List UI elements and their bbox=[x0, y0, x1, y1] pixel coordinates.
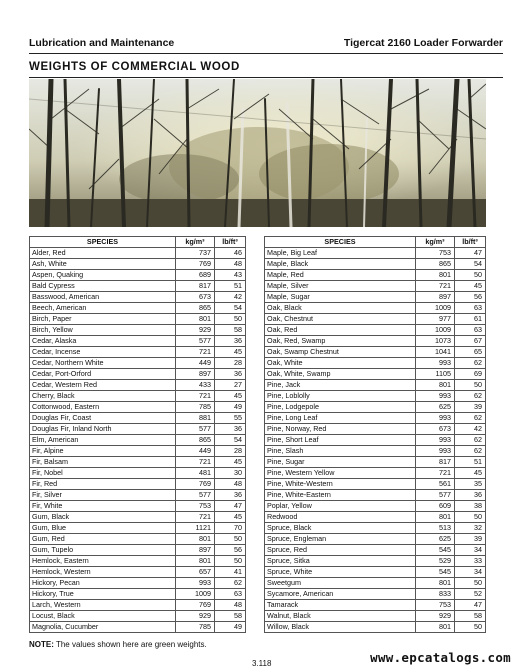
kg-m3-cell: 625 bbox=[416, 534, 455, 545]
column-header-species: SPECIES bbox=[265, 237, 416, 248]
table-row bbox=[30, 369, 246, 380]
table-row bbox=[30, 259, 246, 270]
wood-weights-table-right bbox=[264, 236, 486, 633]
kg-m3-cell: 577 bbox=[176, 424, 215, 435]
species-cell: Pine, White-Eastern bbox=[265, 490, 416, 501]
kg-m3-cell: 433 bbox=[176, 380, 215, 391]
lb-ft3-cell: 48 bbox=[215, 479, 246, 490]
table-row bbox=[265, 248, 486, 259]
kg-m3-cell: 1009 bbox=[416, 303, 455, 314]
column-header-kg-m3: kg/m³ bbox=[416, 237, 455, 248]
lb-ft3-cell: 34 bbox=[455, 545, 486, 556]
table-row bbox=[30, 402, 246, 413]
table-row bbox=[265, 391, 486, 402]
kg-m3-cell: 577 bbox=[416, 490, 455, 501]
kg-m3-cell: 625 bbox=[416, 402, 455, 413]
kg-m3-cell: 881 bbox=[176, 413, 215, 424]
kg-m3-cell: 769 bbox=[176, 600, 215, 611]
kg-m3-cell: 929 bbox=[176, 611, 215, 622]
kg-m3-cell: 769 bbox=[176, 259, 215, 270]
species-cell: Pine, Long Leaf bbox=[265, 413, 416, 424]
note bbox=[29, 640, 207, 649]
lb-ft3-cell: 50 bbox=[455, 380, 486, 391]
lb-ft3-cell: 54 bbox=[215, 435, 246, 446]
lb-ft3-cell: 63 bbox=[455, 325, 486, 336]
kg-m3-cell: 801 bbox=[416, 578, 455, 589]
lb-ft3-cell: 35 bbox=[455, 479, 486, 490]
table-row bbox=[265, 358, 486, 369]
kg-m3-cell: 769 bbox=[176, 479, 215, 490]
species-cell: Oak, Chestnut bbox=[265, 314, 416, 325]
species-cell: Aspen, Quaking bbox=[30, 270, 176, 281]
species-cell: Fir, Alpine bbox=[30, 446, 176, 457]
species-cell: Oak, White bbox=[265, 358, 416, 369]
table-row bbox=[30, 281, 246, 292]
kg-m3-cell: 721 bbox=[176, 391, 215, 402]
species-cell: Spruce, Black bbox=[265, 523, 416, 534]
kg-m3-cell: 993 bbox=[416, 446, 455, 457]
species-cell: Hickory, True bbox=[30, 589, 176, 600]
species-cell: Maple, Black bbox=[265, 259, 416, 270]
lb-ft3-cell: 42 bbox=[215, 292, 246, 303]
species-cell: Hemlock, Western bbox=[30, 567, 176, 578]
species-cell: Cherry, Black bbox=[30, 391, 176, 402]
lb-ft3-cell: 47 bbox=[215, 501, 246, 512]
lb-ft3-cell: 70 bbox=[215, 523, 246, 534]
kg-m3-cell: 897 bbox=[176, 545, 215, 556]
species-cell: Pine, Short Leaf bbox=[265, 435, 416, 446]
species-cell: Pine, Sugar bbox=[265, 457, 416, 468]
species-cell: Bald Cypress bbox=[30, 281, 176, 292]
table-row bbox=[265, 281, 486, 292]
lb-ft3-cell: 50 bbox=[215, 556, 246, 567]
lb-ft3-cell: 34 bbox=[455, 567, 486, 578]
species-cell: Sycamore, American bbox=[265, 589, 416, 600]
species-cell: Maple, Silver bbox=[265, 281, 416, 292]
header-section-title: Lubrication and Maintenance bbox=[29, 37, 175, 49]
table-row bbox=[30, 534, 246, 545]
kg-m3-cell: 785 bbox=[176, 622, 215, 633]
kg-m3-cell: 993 bbox=[416, 413, 455, 424]
kg-m3-cell: 689 bbox=[176, 270, 215, 281]
species-cell: Fir, White bbox=[30, 501, 176, 512]
title-divider bbox=[29, 77, 503, 78]
kg-m3-cell: 801 bbox=[176, 556, 215, 567]
lb-ft3-cell: 27 bbox=[215, 380, 246, 391]
table-row bbox=[265, 600, 486, 611]
kg-m3-cell: 817 bbox=[416, 457, 455, 468]
lb-ft3-cell: 48 bbox=[215, 259, 246, 270]
lb-ft3-cell: 69 bbox=[455, 369, 486, 380]
kg-m3-cell: 1105 bbox=[416, 369, 455, 380]
table-row bbox=[265, 336, 486, 347]
lb-ft3-cell: 39 bbox=[455, 402, 486, 413]
lb-ft3-cell: 62 bbox=[455, 391, 486, 402]
lb-ft3-cell: 43 bbox=[215, 270, 246, 281]
table-row bbox=[30, 270, 246, 281]
lb-ft3-cell: 30 bbox=[215, 468, 246, 479]
table-row bbox=[30, 545, 246, 556]
lb-ft3-cell: 63 bbox=[215, 589, 246, 600]
species-cell: Tamarack bbox=[265, 600, 416, 611]
kg-m3-cell: 449 bbox=[176, 358, 215, 369]
lb-ft3-cell: 50 bbox=[455, 622, 486, 633]
kg-m3-cell: 993 bbox=[176, 578, 215, 589]
table-row bbox=[30, 468, 246, 479]
kg-m3-cell: 929 bbox=[176, 325, 215, 336]
lb-ft3-cell: 62 bbox=[455, 413, 486, 424]
forest-photo bbox=[29, 79, 486, 227]
lb-ft3-cell: 48 bbox=[215, 600, 246, 611]
species-cell: Fir, Nobel bbox=[30, 468, 176, 479]
table-row bbox=[30, 556, 246, 567]
table-row bbox=[265, 435, 486, 446]
kg-m3-cell: 801 bbox=[176, 314, 215, 325]
table-row bbox=[265, 589, 486, 600]
lb-ft3-cell: 55 bbox=[215, 413, 246, 424]
kg-m3-cell: 801 bbox=[176, 534, 215, 545]
lb-ft3-cell: 47 bbox=[455, 248, 486, 259]
table-row bbox=[30, 479, 246, 490]
kg-m3-cell: 801 bbox=[416, 380, 455, 391]
kg-m3-cell: 993 bbox=[416, 435, 455, 446]
lb-ft3-cell: 50 bbox=[455, 512, 486, 523]
table-row bbox=[265, 534, 486, 545]
kg-m3-cell: 865 bbox=[176, 303, 215, 314]
kg-m3-cell: 609 bbox=[416, 501, 455, 512]
column-header-lb-ft3: lb/ft³ bbox=[455, 237, 486, 248]
lb-ft3-cell: 63 bbox=[455, 303, 486, 314]
kg-m3-cell: 865 bbox=[416, 259, 455, 270]
species-cell: Pine, Norway, Red bbox=[265, 424, 416, 435]
lb-ft3-cell: 28 bbox=[215, 446, 246, 457]
table-row bbox=[30, 358, 246, 369]
species-cell: Gum, Red bbox=[30, 534, 176, 545]
lb-ft3-cell: 51 bbox=[215, 281, 246, 292]
kg-m3-cell: 673 bbox=[416, 424, 455, 435]
table-row bbox=[265, 325, 486, 336]
table-row bbox=[265, 479, 486, 490]
table-row bbox=[265, 314, 486, 325]
lb-ft3-cell: 36 bbox=[215, 490, 246, 501]
kg-m3-cell: 929 bbox=[416, 611, 455, 622]
lb-ft3-cell: 36 bbox=[215, 424, 246, 435]
kg-m3-cell: 721 bbox=[416, 281, 455, 292]
kg-m3-cell: 977 bbox=[416, 314, 455, 325]
lb-ft3-cell: 62 bbox=[215, 578, 246, 589]
table-row bbox=[30, 567, 246, 578]
species-cell: Pine, Lodgepole bbox=[265, 402, 416, 413]
kg-m3-cell: 1041 bbox=[416, 347, 455, 358]
species-cell: Hemlock, Eastern bbox=[30, 556, 176, 567]
table-row bbox=[265, 512, 486, 523]
table-row bbox=[265, 567, 486, 578]
kg-m3-cell: 833 bbox=[416, 589, 455, 600]
table-row bbox=[265, 413, 486, 424]
lb-ft3-cell: 54 bbox=[215, 303, 246, 314]
kg-m3-cell: 721 bbox=[176, 457, 215, 468]
species-cell: Douglas Fir, Coast bbox=[30, 413, 176, 424]
species-cell: Pine, White-Western bbox=[265, 479, 416, 490]
page-number: 3.118 bbox=[252, 659, 272, 668]
species-cell: Oak, Red, Swamp bbox=[265, 336, 416, 347]
table-row bbox=[30, 589, 246, 600]
lb-ft3-cell: 52 bbox=[455, 589, 486, 600]
species-cell: Fir, Red bbox=[30, 479, 176, 490]
table-row bbox=[265, 523, 486, 534]
table-row bbox=[30, 325, 246, 336]
table-row bbox=[30, 314, 246, 325]
species-cell: Douglas Fir, Inland North bbox=[30, 424, 176, 435]
table-row bbox=[30, 622, 246, 633]
lb-ft3-cell: 41 bbox=[215, 567, 246, 578]
table-row bbox=[265, 622, 486, 633]
species-cell: Oak, Black bbox=[265, 303, 416, 314]
species-cell: Larch, Western bbox=[30, 600, 176, 611]
lb-ft3-cell: 39 bbox=[455, 534, 486, 545]
lb-ft3-cell: 58 bbox=[215, 325, 246, 336]
lb-ft3-cell: 36 bbox=[215, 336, 246, 347]
kg-m3-cell: 561 bbox=[416, 479, 455, 490]
kg-m3-cell: 1009 bbox=[176, 589, 215, 600]
page-title: WEIGHTS OF COMMERCIAL WOOD bbox=[29, 61, 240, 73]
lb-ft3-cell: 45 bbox=[215, 391, 246, 402]
lb-ft3-cell: 28 bbox=[215, 358, 246, 369]
table-row bbox=[265, 578, 486, 589]
table-row bbox=[265, 292, 486, 303]
species-cell: Pine, Slash bbox=[265, 446, 416, 457]
species-cell: Walnut, Black bbox=[265, 611, 416, 622]
lb-ft3-cell: 61 bbox=[455, 314, 486, 325]
lb-ft3-cell: 58 bbox=[455, 611, 486, 622]
kg-m3-cell: 753 bbox=[416, 248, 455, 259]
kg-m3-cell: 785 bbox=[176, 402, 215, 413]
species-cell: Spruce, White bbox=[265, 567, 416, 578]
lb-ft3-cell: 49 bbox=[215, 622, 246, 633]
table-row bbox=[265, 380, 486, 391]
species-cell: Locust, Black bbox=[30, 611, 176, 622]
lb-ft3-cell: 33 bbox=[455, 556, 486, 567]
species-cell: Cottonwood, Eastern bbox=[30, 402, 176, 413]
species-cell: Basswood, American bbox=[30, 292, 176, 303]
lb-ft3-cell: 62 bbox=[455, 358, 486, 369]
species-cell: Fir, Silver bbox=[30, 490, 176, 501]
lb-ft3-cell: 50 bbox=[455, 578, 486, 589]
table-row bbox=[30, 512, 246, 523]
kg-m3-cell: 1073 bbox=[416, 336, 455, 347]
table-row bbox=[30, 413, 246, 424]
species-cell: Oak, White, Swamp bbox=[265, 369, 416, 380]
kg-m3-cell: 737 bbox=[176, 248, 215, 259]
lb-ft3-cell: 36 bbox=[215, 369, 246, 380]
table-row bbox=[30, 435, 246, 446]
kg-m3-cell: 1121 bbox=[176, 523, 215, 534]
kg-m3-cell: 1009 bbox=[416, 325, 455, 336]
kg-m3-cell: 817 bbox=[176, 281, 215, 292]
kg-m3-cell: 897 bbox=[416, 292, 455, 303]
table-row bbox=[30, 611, 246, 622]
kg-m3-cell: 577 bbox=[176, 490, 215, 501]
lb-ft3-cell: 45 bbox=[215, 347, 246, 358]
note-text: The values shown here are green weights. bbox=[55, 640, 207, 649]
species-cell: Spruce, Sitka bbox=[265, 556, 416, 567]
species-cell: Gum, Blue bbox=[30, 523, 176, 534]
lb-ft3-cell: 54 bbox=[455, 259, 486, 270]
kg-m3-cell: 721 bbox=[176, 512, 215, 523]
species-cell: Cedar, Northern White bbox=[30, 358, 176, 369]
table-row bbox=[265, 270, 486, 281]
species-cell: Spruce, Red bbox=[265, 545, 416, 556]
lb-ft3-cell: 45 bbox=[215, 457, 246, 468]
kg-m3-cell: 545 bbox=[416, 545, 455, 556]
table-row bbox=[30, 248, 246, 259]
table-row bbox=[30, 501, 246, 512]
species-cell: Pine, Western Yellow bbox=[265, 468, 416, 479]
species-cell: Gum, Tupelo bbox=[30, 545, 176, 556]
kg-m3-cell: 801 bbox=[416, 270, 455, 281]
species-cell: Gum, Black bbox=[30, 512, 176, 523]
watermark-url: www.epcatalogs.com bbox=[370, 650, 511, 665]
kg-m3-cell: 577 bbox=[176, 336, 215, 347]
kg-m3-cell: 721 bbox=[416, 468, 455, 479]
lb-ft3-cell: 45 bbox=[455, 281, 486, 292]
wood-weights-table-left bbox=[29, 236, 246, 633]
note-label: NOTE: bbox=[29, 640, 54, 649]
lb-ft3-cell: 56 bbox=[215, 545, 246, 556]
species-cell: Oak, Red bbox=[265, 325, 416, 336]
table-row bbox=[265, 303, 486, 314]
table-row bbox=[30, 457, 246, 468]
species-cell: Willow, Black bbox=[265, 622, 416, 633]
lb-ft3-cell: 42 bbox=[455, 424, 486, 435]
kg-m3-cell: 865 bbox=[176, 435, 215, 446]
species-cell: Maple, Big Leaf bbox=[265, 248, 416, 259]
species-cell: Magnolia, Cucumber bbox=[30, 622, 176, 633]
table-row bbox=[265, 545, 486, 556]
lb-ft3-cell: 51 bbox=[455, 457, 486, 468]
species-cell: Cedar, Western Red bbox=[30, 380, 176, 391]
table-row bbox=[265, 468, 486, 479]
table-row bbox=[30, 391, 246, 402]
species-cell: Oak, Swamp Chestnut bbox=[265, 347, 416, 358]
lb-ft3-cell: 38 bbox=[455, 501, 486, 512]
table-row bbox=[265, 490, 486, 501]
kg-m3-cell: 801 bbox=[416, 622, 455, 633]
species-cell: Cedar, Incense bbox=[30, 347, 176, 358]
column-header-species: SPECIES bbox=[30, 237, 176, 248]
table-row bbox=[30, 490, 246, 501]
table-row bbox=[30, 424, 246, 435]
lb-ft3-cell: 56 bbox=[455, 292, 486, 303]
lb-ft3-cell: 47 bbox=[455, 600, 486, 611]
table-row bbox=[30, 523, 246, 534]
table-row bbox=[265, 556, 486, 567]
lb-ft3-cell: 62 bbox=[455, 435, 486, 446]
kg-m3-cell: 481 bbox=[176, 468, 215, 479]
lb-ft3-cell: 46 bbox=[215, 248, 246, 259]
table-row bbox=[30, 600, 246, 611]
lb-ft3-cell: 49 bbox=[215, 402, 246, 413]
lb-ft3-cell: 65 bbox=[455, 347, 486, 358]
species-cell: Maple, Sugar bbox=[265, 292, 416, 303]
species-cell: Alder, Red bbox=[30, 248, 176, 259]
kg-m3-cell: 993 bbox=[416, 391, 455, 402]
table-row bbox=[30, 336, 246, 347]
species-cell: Hickory, Pecan bbox=[30, 578, 176, 589]
header-manual-title: Tigercat 2160 Loader Forwarder bbox=[343, 37, 503, 49]
lb-ft3-cell: 32 bbox=[455, 523, 486, 534]
lb-ft3-cell: 62 bbox=[455, 446, 486, 457]
table-row bbox=[265, 369, 486, 380]
kg-m3-cell: 449 bbox=[176, 446, 215, 457]
lb-ft3-cell: 45 bbox=[455, 468, 486, 479]
lb-ft3-cell: 50 bbox=[455, 270, 486, 281]
table-row bbox=[30, 303, 246, 314]
kg-m3-cell: 529 bbox=[416, 556, 455, 567]
lb-ft3-cell: 67 bbox=[455, 336, 486, 347]
lb-ft3-cell: 50 bbox=[215, 534, 246, 545]
table-row bbox=[265, 259, 486, 270]
kg-m3-cell: 753 bbox=[416, 600, 455, 611]
species-cell: Maple, Red bbox=[265, 270, 416, 281]
table-row bbox=[265, 611, 486, 622]
species-cell: Redwood bbox=[265, 512, 416, 523]
species-cell: Fir, Balsam bbox=[30, 457, 176, 468]
kg-m3-cell: 545 bbox=[416, 567, 455, 578]
species-cell: Cedar, Port-Orford bbox=[30, 369, 176, 380]
species-cell: Cedar, Alaska bbox=[30, 336, 176, 347]
kg-m3-cell: 801 bbox=[416, 512, 455, 523]
lb-ft3-cell: 50 bbox=[215, 314, 246, 325]
header-divider bbox=[29, 53, 503, 54]
table-row bbox=[265, 424, 486, 435]
kg-m3-cell: 513 bbox=[416, 523, 455, 534]
lb-ft3-cell: 36 bbox=[455, 490, 486, 501]
table-row bbox=[265, 457, 486, 468]
table-row bbox=[30, 347, 246, 358]
table-row bbox=[265, 501, 486, 512]
species-cell: Sweetgum bbox=[265, 578, 416, 589]
species-cell: Pine, Loblolly bbox=[265, 391, 416, 402]
species-cell: Pine, Jack bbox=[265, 380, 416, 391]
species-cell: Birch, Paper bbox=[30, 314, 176, 325]
column-header-lb-ft3: lb/ft³ bbox=[215, 237, 246, 248]
table-row bbox=[265, 347, 486, 358]
table-row bbox=[265, 402, 486, 413]
species-cell: Elm, American bbox=[30, 435, 176, 446]
kg-m3-cell: 753 bbox=[176, 501, 215, 512]
kg-m3-cell: 897 bbox=[176, 369, 215, 380]
species-cell: Spruce, Engleman bbox=[265, 534, 416, 545]
species-cell: Beech, American bbox=[30, 303, 176, 314]
lb-ft3-cell: 58 bbox=[215, 611, 246, 622]
kg-m3-cell: 993 bbox=[416, 358, 455, 369]
kg-m3-cell: 721 bbox=[176, 347, 215, 358]
table-row bbox=[30, 578, 246, 589]
species-cell: Poplar, Yellow bbox=[265, 501, 416, 512]
species-cell: Ash, White bbox=[30, 259, 176, 270]
lb-ft3-cell: 45 bbox=[215, 512, 246, 523]
table-row bbox=[265, 446, 486, 457]
kg-m3-cell: 673 bbox=[176, 292, 215, 303]
kg-m3-cell: 657 bbox=[176, 567, 215, 578]
table-row bbox=[30, 446, 246, 457]
column-header-kg-m3: kg/m³ bbox=[176, 237, 215, 248]
table-row bbox=[30, 380, 246, 391]
table-row bbox=[30, 292, 246, 303]
species-cell: Birch, Yellow bbox=[30, 325, 176, 336]
